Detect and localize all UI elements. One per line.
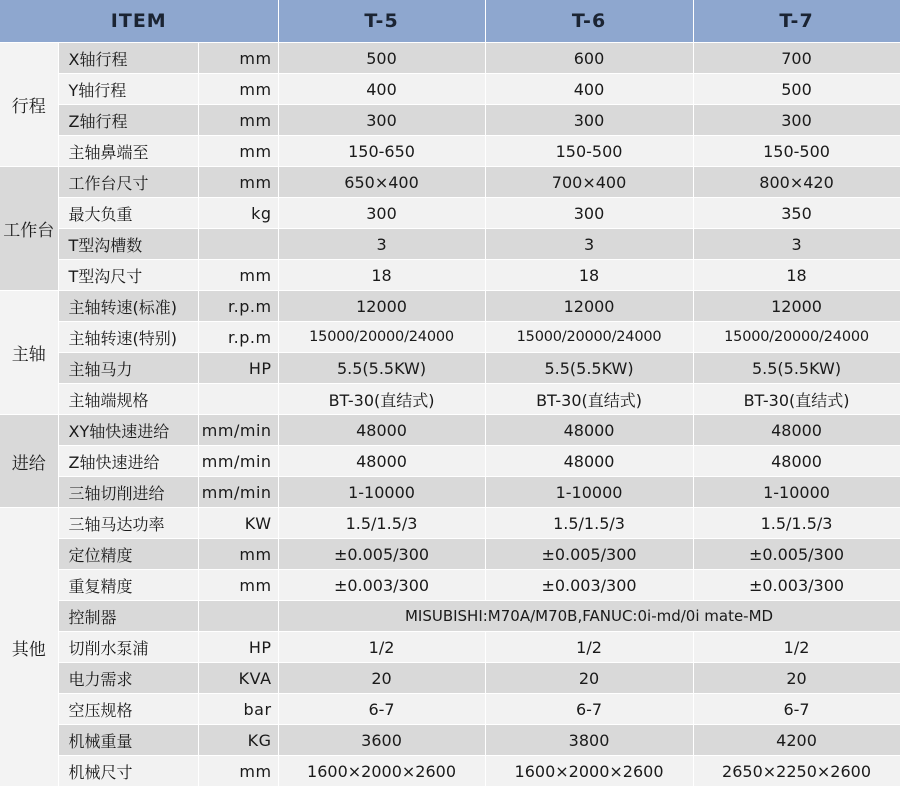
param-value: 3 bbox=[693, 229, 900, 260]
param-unit: mm/min bbox=[198, 415, 278, 446]
param-value: 3 bbox=[485, 229, 693, 260]
param-value: 400 bbox=[485, 74, 693, 105]
param-value: ±0.005/300 bbox=[693, 539, 900, 570]
param-value: 15000/20000/24000 bbox=[693, 322, 900, 353]
param-unit: mm/min bbox=[198, 477, 278, 508]
param-value: 12000 bbox=[693, 291, 900, 322]
param-value: 1.5/1.5/3 bbox=[278, 508, 485, 539]
param-name: 定位精度 bbox=[58, 539, 198, 570]
spec-row bbox=[0, 508, 900, 539]
param-unit: mm/min bbox=[198, 446, 278, 477]
param-value: 12000 bbox=[278, 291, 485, 322]
param-value: 3600 bbox=[278, 725, 485, 756]
param-unit bbox=[198, 384, 278, 415]
param-value: BT-30(直结式) bbox=[693, 384, 900, 415]
spec-row bbox=[0, 694, 900, 725]
param-value: 18 bbox=[693, 260, 900, 291]
param-name: T型沟槽数 bbox=[58, 229, 198, 260]
param-name: 主轴鼻端至 bbox=[58, 136, 198, 167]
param-value: 1/2 bbox=[278, 632, 485, 663]
spec-row bbox=[0, 43, 900, 74]
param-value: 300 bbox=[278, 198, 485, 229]
spec-row bbox=[0, 601, 900, 632]
param-value: 6-7 bbox=[278, 694, 485, 725]
param-name: 控制器 bbox=[58, 601, 198, 632]
spec-row bbox=[0, 539, 900, 570]
param-unit: HP bbox=[198, 632, 278, 663]
param-value: 300 bbox=[485, 198, 693, 229]
param-value: 400 bbox=[278, 74, 485, 105]
param-value: 20 bbox=[278, 663, 485, 694]
param-value: 300 bbox=[693, 105, 900, 136]
param-value: 48000 bbox=[278, 446, 485, 477]
param-name: 空压规格 bbox=[58, 694, 198, 725]
header-model-t5: T-5 bbox=[278, 0, 485, 43]
spec-row bbox=[0, 415, 900, 446]
param-value: 1-10000 bbox=[485, 477, 693, 508]
param-value: 3800 bbox=[485, 725, 693, 756]
param-value: ±0.003/300 bbox=[278, 570, 485, 601]
spec-row bbox=[0, 632, 900, 663]
param-value: 5.5(5.5KW) bbox=[278, 353, 485, 384]
spec-row bbox=[0, 353, 900, 384]
header-model-t7: T-7 bbox=[693, 0, 900, 43]
param-value: 700 bbox=[693, 43, 900, 74]
param-unit bbox=[198, 601, 278, 632]
param-unit: bar bbox=[198, 694, 278, 725]
param-unit: kg bbox=[198, 198, 278, 229]
spec-row bbox=[0, 167, 900, 198]
param-value: 1600×2000×2600 bbox=[485, 756, 693, 787]
param-name: 机械尺寸 bbox=[58, 756, 198, 787]
spec-row bbox=[0, 260, 900, 291]
param-name: 三轴马达功率 bbox=[58, 508, 198, 539]
param-name: 切削水泵浦 bbox=[58, 632, 198, 663]
param-unit: mm bbox=[198, 43, 278, 74]
param-value: 700×400 bbox=[485, 167, 693, 198]
spec-row bbox=[0, 74, 900, 105]
group-label: 工作台 bbox=[0, 167, 58, 291]
param-name: Z轴快速进给 bbox=[58, 446, 198, 477]
spec-row bbox=[0, 384, 900, 415]
param-unit: KW bbox=[198, 508, 278, 539]
param-value: ±0.005/300 bbox=[278, 539, 485, 570]
param-name: 主轴转速(标准) bbox=[58, 291, 198, 322]
param-value: 5.5(5.5KW) bbox=[693, 353, 900, 384]
param-value: 48000 bbox=[693, 446, 900, 477]
spec-row bbox=[0, 756, 900, 787]
header-row bbox=[0, 0, 900, 43]
param-value: 20 bbox=[485, 663, 693, 694]
param-value: 1/2 bbox=[485, 632, 693, 663]
param-name: 工作台尺寸 bbox=[58, 167, 198, 198]
param-value: 18 bbox=[278, 260, 485, 291]
header-item: ITEM bbox=[0, 0, 278, 43]
param-name: 主轴马力 bbox=[58, 353, 198, 384]
param-unit: mm bbox=[198, 167, 278, 198]
param-unit: mm bbox=[198, 105, 278, 136]
param-name: 主轴端规格 bbox=[58, 384, 198, 415]
param-value: 500 bbox=[693, 74, 900, 105]
param-unit: KVA bbox=[198, 663, 278, 694]
param-name: 三轴切削进给 bbox=[58, 477, 198, 508]
param-value: ±0.005/300 bbox=[485, 539, 693, 570]
param-value: 6-7 bbox=[485, 694, 693, 725]
param-value: ±0.003/300 bbox=[693, 570, 900, 601]
param-value: 48000 bbox=[278, 415, 485, 446]
param-unit: mm bbox=[198, 74, 278, 105]
param-unit: HP bbox=[198, 353, 278, 384]
param-value: 350 bbox=[693, 198, 900, 229]
param-unit: mm bbox=[198, 539, 278, 570]
param-value: 48000 bbox=[485, 415, 693, 446]
spec-row bbox=[0, 477, 900, 508]
spec-row bbox=[0, 136, 900, 167]
spec-row bbox=[0, 198, 900, 229]
param-value: 2650×2250×2600 bbox=[693, 756, 900, 787]
param-value: 150-650 bbox=[278, 136, 485, 167]
param-value: 3 bbox=[278, 229, 485, 260]
param-value: 15000/20000/24000 bbox=[278, 322, 485, 353]
param-unit: mm bbox=[198, 570, 278, 601]
param-value: 150-500 bbox=[485, 136, 693, 167]
param-unit: r.p.m bbox=[198, 322, 278, 353]
spec-row bbox=[0, 322, 900, 353]
header-model-t6: T-6 bbox=[485, 0, 693, 43]
param-unit bbox=[198, 229, 278, 260]
param-value: 150-500 bbox=[693, 136, 900, 167]
spec-row bbox=[0, 663, 900, 694]
param-name: 机械重量 bbox=[58, 725, 198, 756]
param-value: 300 bbox=[278, 105, 485, 136]
param-value: 1.5/1.5/3 bbox=[693, 508, 900, 539]
param-value: 12000 bbox=[485, 291, 693, 322]
param-name: Z轴行程 bbox=[58, 105, 198, 136]
param-value: 20 bbox=[693, 663, 900, 694]
param-name: 电力需求 bbox=[58, 663, 198, 694]
param-name: 重复精度 bbox=[58, 570, 198, 601]
param-value: 650×400 bbox=[278, 167, 485, 198]
param-value: 5.5(5.5KW) bbox=[485, 353, 693, 384]
param-unit: mm bbox=[198, 136, 278, 167]
param-name: T型沟尺寸 bbox=[58, 260, 198, 291]
param-value: 4200 bbox=[693, 725, 900, 756]
param-value: 300 bbox=[485, 105, 693, 136]
param-value: ±0.003/300 bbox=[485, 570, 693, 601]
param-value: 800×420 bbox=[693, 167, 900, 198]
param-unit: mm bbox=[198, 756, 278, 787]
spec-row bbox=[0, 105, 900, 136]
param-value: 1/2 bbox=[693, 632, 900, 663]
param-unit: KG bbox=[198, 725, 278, 756]
spec-row bbox=[0, 229, 900, 260]
param-value: 48000 bbox=[485, 446, 693, 477]
param-value: 15000/20000/24000 bbox=[485, 322, 693, 353]
param-value: 600 bbox=[485, 43, 693, 74]
spec-row bbox=[0, 291, 900, 322]
param-value: 1600×2000×2600 bbox=[278, 756, 485, 787]
param-unit: r.p.m bbox=[198, 291, 278, 322]
group-label: 主轴 bbox=[0, 291, 58, 415]
param-value: 18 bbox=[485, 260, 693, 291]
group-label: 其他 bbox=[0, 508, 58, 787]
param-name: 主轴转速(特别) bbox=[58, 322, 198, 353]
param-value: 1.5/1.5/3 bbox=[485, 508, 693, 539]
group-label: 进给 bbox=[0, 415, 58, 508]
spec-body bbox=[0, 43, 900, 787]
spec-row bbox=[0, 446, 900, 477]
param-name: 最大负重 bbox=[58, 198, 198, 229]
param-value: 6-7 bbox=[693, 694, 900, 725]
param-value: 48000 bbox=[693, 415, 900, 446]
spec-row bbox=[0, 725, 900, 756]
param-value: 500 bbox=[278, 43, 485, 74]
param-value: 1-10000 bbox=[693, 477, 900, 508]
param-value: BT-30(直结式) bbox=[485, 384, 693, 415]
param-name: X轴行程 bbox=[58, 43, 198, 74]
param-unit: mm bbox=[198, 260, 278, 291]
param-value-span: MISUBISHI:M70A/M70B,FANUC:0i-md/0i mate-MD bbox=[278, 601, 900, 632]
param-name: XY轴快速进给 bbox=[58, 415, 198, 446]
param-value: 1-10000 bbox=[278, 477, 485, 508]
param-name: Y轴行程 bbox=[58, 74, 198, 105]
group-label: 行程 bbox=[0, 43, 58, 167]
spec-row bbox=[0, 570, 900, 601]
param-value: BT-30(直结式) bbox=[278, 384, 485, 415]
